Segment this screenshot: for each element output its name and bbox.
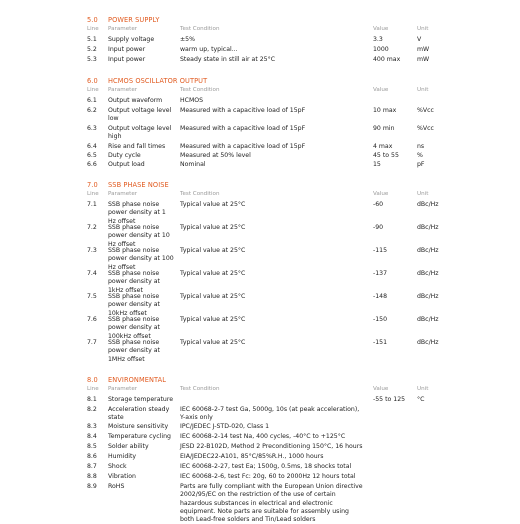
condition-cell: Typical value at 25°C: [180, 201, 246, 208]
line-number: 6.6: [87, 161, 97, 168]
col-line-header: Line: [87, 191, 99, 197]
condition-cell: Measured at 50% level: [180, 152, 251, 159]
table-row: [0, 443, 520, 453]
parameter-cell: Rise and fall times: [108, 143, 166, 150]
line-number: 5.2: [87, 46, 97, 53]
col-condition-header: Test Condition: [180, 386, 220, 392]
condition-cell: Measured with a capacitive load of 15pF: [180, 125, 306, 132]
value-cell: 4 max: [373, 143, 393, 150]
value-cell: -150: [373, 316, 388, 323]
col-condition-header: Test Condition: [180, 26, 220, 32]
parameter-cell: Output voltage level high: [108, 125, 172, 141]
table-row: [0, 56, 520, 66]
line-number: 5.1: [87, 36, 97, 43]
value-cell: -151: [373, 339, 388, 346]
parameter-cell: Humidity: [108, 453, 137, 460]
line-number: 8.7: [87, 463, 97, 470]
unit-cell: pF: [417, 161, 425, 168]
condition-cell: IPC/JEDEC J-STD-020, Class 1: [180, 423, 270, 430]
line-number: 6.3: [87, 125, 97, 132]
table-row: [0, 406, 520, 423]
line-number: 8.1: [87, 396, 97, 403]
line-number: 7.1: [87, 201, 97, 208]
col-parameter-header: Parameter: [108, 26, 138, 32]
parameter-cell: Storage temperature: [108, 396, 174, 403]
section-power-supply: [0, 16, 520, 66]
table-row: [0, 316, 520, 339]
condition-cell: EIA/JEDEC22-A101, 85°C/85%R.H., 1000 hours: [180, 453, 324, 460]
parameter-cell: Shock: [108, 463, 127, 470]
line-number: 8.3: [87, 423, 97, 430]
parameter-cell: SSB phase noise power density at 10 Hz offset: [108, 224, 170, 248]
section-number: 5.0: [87, 16, 98, 24]
table-row: [0, 36, 520, 46]
value-cell: 1000: [373, 46, 389, 53]
line-number: 7.5: [87, 293, 97, 300]
parameter-cell: SSB phase noise power density at 1 Hz offset: [108, 201, 166, 225]
condition-cell: Measured with a capacitive load of 15pF: [180, 143, 306, 150]
condition-cell: HCMOS: [180, 97, 204, 104]
condition-cell: Typical value at 25°C: [180, 316, 246, 323]
condition-cell: Typical value at 25°C: [180, 293, 246, 300]
col-unit-header: Unit: [417, 386, 429, 392]
unit-cell: dBc/Hz: [417, 339, 439, 346]
col-unit-header: Unit: [417, 87, 429, 93]
col-parameter-header: Parameter: [108, 386, 138, 392]
parameter-cell: Supply voltage: [108, 36, 155, 43]
condition-cell: IEC 60068-2-14 test Na, 400 cycles, -40°C to +125°C: [180, 433, 346, 440]
condition-cell: Parts are fully compliant with the European Union directive 2002/95/EC on the restriction of the use of certain hazardous substances in electrical and electronic equipment. Note parts are suitable for assembly using both Lead-free solders and Tin/Lead solders: [180, 483, 363, 524]
unit-cell: dBc/Hz: [417, 224, 439, 231]
line-number: 6.5: [87, 152, 97, 159]
table-row: [0, 161, 520, 170]
parameter-cell: Output waveform: [108, 97, 163, 104]
table-row: [0, 396, 520, 406]
parameter-cell: SSB phase noise power density at 10kHz offset: [108, 293, 160, 317]
col-condition-header: Test Condition: [180, 87, 220, 93]
parameter-cell: Moisture sensitivity: [108, 423, 169, 430]
column-header-row: [0, 26, 520, 36]
line-number: 7.7: [87, 339, 97, 346]
section-title: ENVIRONMENTAL: [108, 376, 167, 384]
column-header-row: [0, 386, 520, 396]
section-header: [0, 16, 520, 26]
table-row: [0, 453, 520, 463]
unit-cell: %: [417, 152, 423, 159]
col-unit-header: Unit: [417, 26, 429, 32]
table-row: [0, 463, 520, 473]
table-row: [0, 143, 520, 152]
condition-cell: IEC 60068-2-6, test Fc: 20g, 60 to 2000Hz 12 hours total: [180, 473, 356, 480]
section-number: 7.0: [87, 181, 98, 189]
table-row: [0, 247, 520, 270]
condition-cell: JESD 22-B102D, Method 2 Preconditioning 150°C, 16 hours: [180, 443, 363, 450]
unit-cell: mW: [417, 46, 430, 53]
col-parameter-header: Parameter: [108, 191, 138, 197]
value-cell: 45 to 55: [373, 152, 399, 159]
column-header-row: [0, 87, 520, 97]
condition-cell: IEC 60068-2-7 test Ga, 5000g, 10s (at peak acceleration), Y-axis only: [180, 406, 360, 422]
table-row: [0, 97, 520, 107]
column-header-row: [0, 191, 520, 201]
col-parameter-header: Parameter: [108, 87, 138, 93]
table-row: [0, 473, 520, 483]
table-row: [0, 107, 520, 125]
condition-cell: Typical value at 25°C: [180, 247, 246, 254]
parameter-cell: SSB phase noise power density at 100 Hz offset: [108, 247, 174, 271]
table-row: [0, 270, 520, 293]
condition-cell: Typical value at 25°C: [180, 270, 246, 277]
value-cell: -148: [373, 293, 388, 300]
value-cell: -115: [373, 247, 388, 254]
col-unit-header: Unit: [417, 191, 429, 197]
unit-cell: dBc/Hz: [417, 247, 439, 254]
line-number: 5.3: [87, 56, 97, 63]
section-title: POWER SUPPLY: [108, 16, 160, 24]
table-row: [0, 125, 520, 143]
line-number: 8.5: [87, 443, 97, 450]
unit-cell: dBc/Hz: [417, 316, 439, 323]
condition-cell: Measured with a capacitive load of 15pF: [180, 107, 306, 114]
parameter-cell: SSB phase noise power density at 1MHz offset: [108, 339, 160, 363]
unit-cell: dBc/Hz: [417, 270, 439, 277]
table-row: [0, 201, 520, 224]
section-number: 8.0: [87, 376, 98, 384]
section-ssb-phase-noise: [0, 181, 520, 362]
value-cell: -60: [373, 201, 384, 208]
section-title: HCMOS OSCILLATOR OUTPUT: [108, 77, 208, 85]
parameter-cell: RoHS: [108, 483, 125, 490]
parameter-cell: Output load: [108, 161, 145, 168]
table-row: [0, 423, 520, 433]
unit-cell: dBc/Hz: [417, 293, 439, 300]
parameter-cell: SSB phase noise power density at 100kHz offset: [108, 316, 160, 340]
parameter-cell: Temperature cycling: [108, 433, 171, 440]
col-condition-header: Test Condition: [180, 191, 220, 197]
parameter-cell: Solder ability: [108, 443, 149, 450]
col-line-header: Line: [87, 26, 99, 32]
value-cell: 15: [373, 161, 381, 168]
section-environmental: [0, 376, 520, 524]
value-cell: 90 min: [373, 125, 395, 132]
parameter-cell: SSB phase noise power density at 1kHz offset: [108, 270, 160, 294]
condition-cell: IEC 60068-2-27, test Ea; 1500g, 0.5ms, 18 shocks total: [180, 463, 352, 470]
col-value-header: Value: [373, 87, 389, 93]
line-number: 6.1: [87, 97, 97, 104]
line-number: 7.4: [87, 270, 97, 277]
value-cell: -90: [373, 224, 384, 231]
unit-cell: ns: [417, 143, 425, 150]
condition-cell: Steady state in still air at 25°C: [180, 56, 276, 63]
line-number: 8.4: [87, 433, 97, 440]
value-cell: -55 to 125: [373, 396, 406, 403]
table-row: [0, 46, 520, 56]
parameter-cell: Input power: [108, 56, 146, 63]
section-hcmos-output: [0, 77, 520, 170]
table-row: [0, 152, 520, 161]
section-title: SSB PHASE NOISE: [108, 181, 169, 189]
value-cell: -137: [373, 270, 388, 277]
value-cell: 3.3: [373, 36, 383, 43]
col-value-header: Value: [373, 386, 389, 392]
parameter-cell: Output voltage level low: [108, 107, 172, 123]
line-number: 8.9: [87, 483, 97, 490]
parameter-cell: Duty cycle: [108, 152, 141, 159]
condition-cell: Nominal: [180, 161, 206, 168]
parameter-cell: Acceleration steady state: [108, 406, 170, 422]
value-cell: 10 max: [373, 107, 397, 114]
table-row: [0, 224, 520, 247]
condition-cell: warm up, typical...: [180, 46, 238, 53]
table-row: [0, 433, 520, 443]
condition-cell: Typical value at 25°C: [180, 339, 246, 346]
line-number: 6.4: [87, 143, 97, 150]
line-number: 7.6: [87, 316, 97, 323]
parameter-cell: Vibration: [108, 473, 136, 480]
condition-cell: ±5%: [180, 36, 196, 43]
section-header: [0, 181, 520, 191]
parameter-cell: Input power: [108, 46, 146, 53]
table-row: [0, 483, 520, 524]
section-header: [0, 376, 520, 386]
condition-cell: Typical value at 25°C: [180, 224, 246, 231]
line-number: 8.8: [87, 473, 97, 480]
unit-cell: °C: [417, 396, 425, 403]
unit-cell: mW: [417, 56, 430, 63]
line-number: 6.2: [87, 107, 97, 114]
table-row: [0, 339, 520, 362]
col-line-header: Line: [87, 87, 99, 93]
value-cell: 400 max: [373, 56, 401, 63]
unit-cell: %Vcc: [417, 107, 434, 114]
col-value-header: Value: [373, 26, 389, 32]
table-row: [0, 293, 520, 316]
col-value-header: Value: [373, 191, 389, 197]
line-number: 7.2: [87, 224, 97, 231]
line-number: 8.2: [87, 406, 97, 413]
section-header: [0, 77, 520, 87]
line-number: 8.6: [87, 453, 97, 460]
unit-cell: dBc/Hz: [417, 201, 439, 208]
unit-cell: %Vcc: [417, 125, 434, 132]
unit-cell: V: [417, 36, 422, 43]
col-line-header: Line: [87, 386, 99, 392]
line-number: 7.3: [87, 247, 97, 254]
section-number: 6.0: [87, 77, 98, 85]
